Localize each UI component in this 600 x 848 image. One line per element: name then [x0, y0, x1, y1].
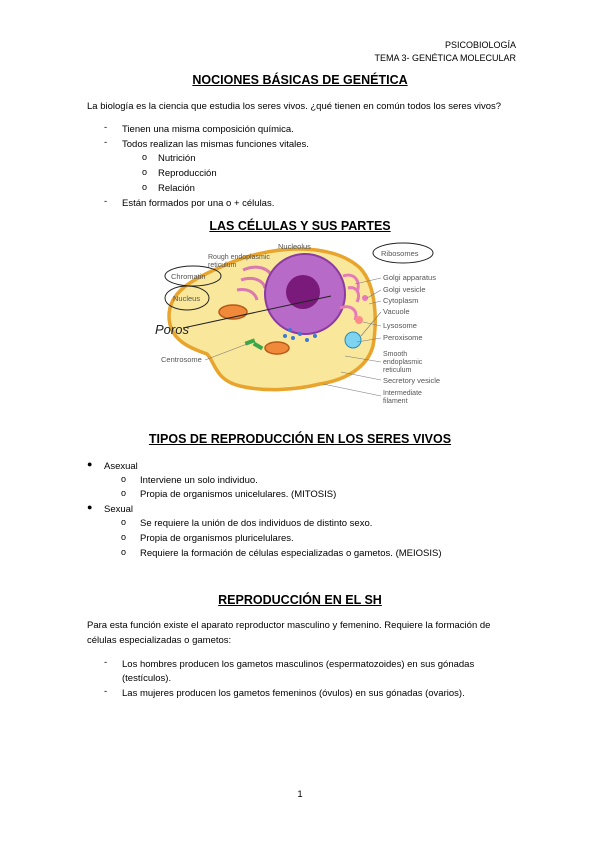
paragraph-line: células especializadas o gametos:: [87, 635, 232, 646]
sub-list-item: Se requiere la unión de dos individuos de distinto sexo.: [140, 518, 373, 529]
vacuole: [345, 332, 361, 348]
bullet-dot: ●: [87, 502, 93, 512]
label-intermediate-filament: Intermediate: [383, 390, 422, 397]
label-golgi-vesicle: Golgi vesicle: [383, 285, 426, 294]
header-topic: TEMA 3- GENÉTICA MOLECULAR: [374, 53, 516, 63]
dash-bullet: -: [104, 137, 108, 148]
label-rough-er: reticulum: [208, 262, 237, 269]
bullet-dot: ●: [87, 459, 93, 469]
circle-bullet: o: [121, 532, 127, 542]
dash-bullet: -: [104, 686, 108, 697]
label-smooth-er: reticulum: [383, 367, 412, 374]
dash-bullet: -: [104, 657, 108, 668]
page-number: 1: [297, 789, 303, 800]
list-item: Están formados por una o + células.: [122, 198, 275, 209]
label-nucleus: Nucleus: [173, 294, 201, 303]
sub-list-item: Requiere la formación de células especializadas o gametos. (MEIOSIS): [140, 548, 442, 559]
label-rough-er: Rough endoplasmic: [208, 254, 270, 261]
sub-list-item: Relación: [158, 183, 195, 194]
list-item-continuation: (testículos).: [122, 673, 172, 684]
intro-paragraph: La biología es la ciencia que estudia los seres vivos. ¿qué tienen en común todos los seres vivos?: [87, 101, 502, 112]
sub-list-item: Propia de organismos unicelulares. (MITOSIS): [140, 489, 337, 500]
lysosome: [355, 316, 363, 324]
list-item: Los hombres producen los gametos masculinos (espermatozoides) en sus gónadas: [122, 659, 475, 670]
label-centrosome: Centrosome: [161, 355, 202, 364]
circle-bullet: o: [142, 182, 148, 192]
circle-bullet: o: [121, 474, 127, 484]
label-smooth-er: Smooth: [383, 351, 408, 358]
list-item: Las mujeres producen los gametos femeninos (óvulos) en sus gónadas (ovarios).: [122, 688, 465, 699]
label-golgi-apparatus: Golgi apparatus: [383, 273, 436, 282]
circle-bullet: o: [121, 488, 127, 498]
paragraph-line: Para esta función existe el aparato reproductor masculino y femenino. Requiere la formación de: [87, 620, 491, 631]
label-secretory-vesicle: Secretory vesicle: [383, 376, 441, 385]
label-chromatin: Chromatin: [171, 272, 206, 281]
sub-list-item: Interviene un solo individuo.: [140, 475, 258, 486]
label-lysosome: Lysosome: [383, 321, 417, 330]
circle-bullet: o: [121, 517, 127, 527]
label-vacuole: Vacuole: [383, 307, 410, 316]
asexual-label: Asexual: [104, 461, 138, 472]
label-nucleolus: Nucleolus: [278, 242, 311, 251]
mitochondrion: [265, 342, 289, 354]
list-item: Todos realizan las mismas funciones vitales.: [122, 139, 309, 150]
nucleolus: [286, 275, 320, 309]
cell-diagram: [145, 238, 455, 410]
circle-bullet: o: [121, 547, 127, 557]
label-peroxisome: Peroxisome: [383, 333, 423, 342]
label-smooth-er: endoplasmic: [383, 359, 423, 366]
circle-bullet: o: [142, 152, 148, 162]
section-title-cells: LAS CÉLULAS Y SUS PARTES: [209, 219, 391, 233]
section-title-genetics: NOCIONES BÁSICAS DE GENÉTICA: [192, 73, 408, 87]
label-cytoplasm: Cytoplasm: [383, 296, 419, 305]
section-title-human-reproduction: REPRODUCCIÓN EN EL SH: [218, 593, 382, 607]
label-ribosomes: Ribosomes: [381, 249, 419, 258]
dash-bullet: -: [104, 196, 108, 207]
label-poros-handwritten: Poros: [155, 322, 189, 337]
sub-list-item: Nutrición: [158, 153, 196, 164]
circle-bullet: o: [142, 167, 148, 177]
section-title-reproduction-types: TIPOS DE REPRODUCCIÓN EN LOS SERES VIVOS: [148, 432, 452, 446]
sub-list-item: Propia de organismos pluricelulares.: [140, 533, 294, 544]
sub-list-item: Reproducción: [158, 168, 217, 179]
header-course: PSICOBIOLOGÍA: [444, 40, 516, 50]
list-item: Tienen una misma composición química.: [122, 124, 294, 135]
dash-bullet: -: [104, 122, 108, 133]
sexual-label: Sexual: [104, 504, 134, 515]
label-intermediate-filament: filament: [383, 398, 408, 405]
